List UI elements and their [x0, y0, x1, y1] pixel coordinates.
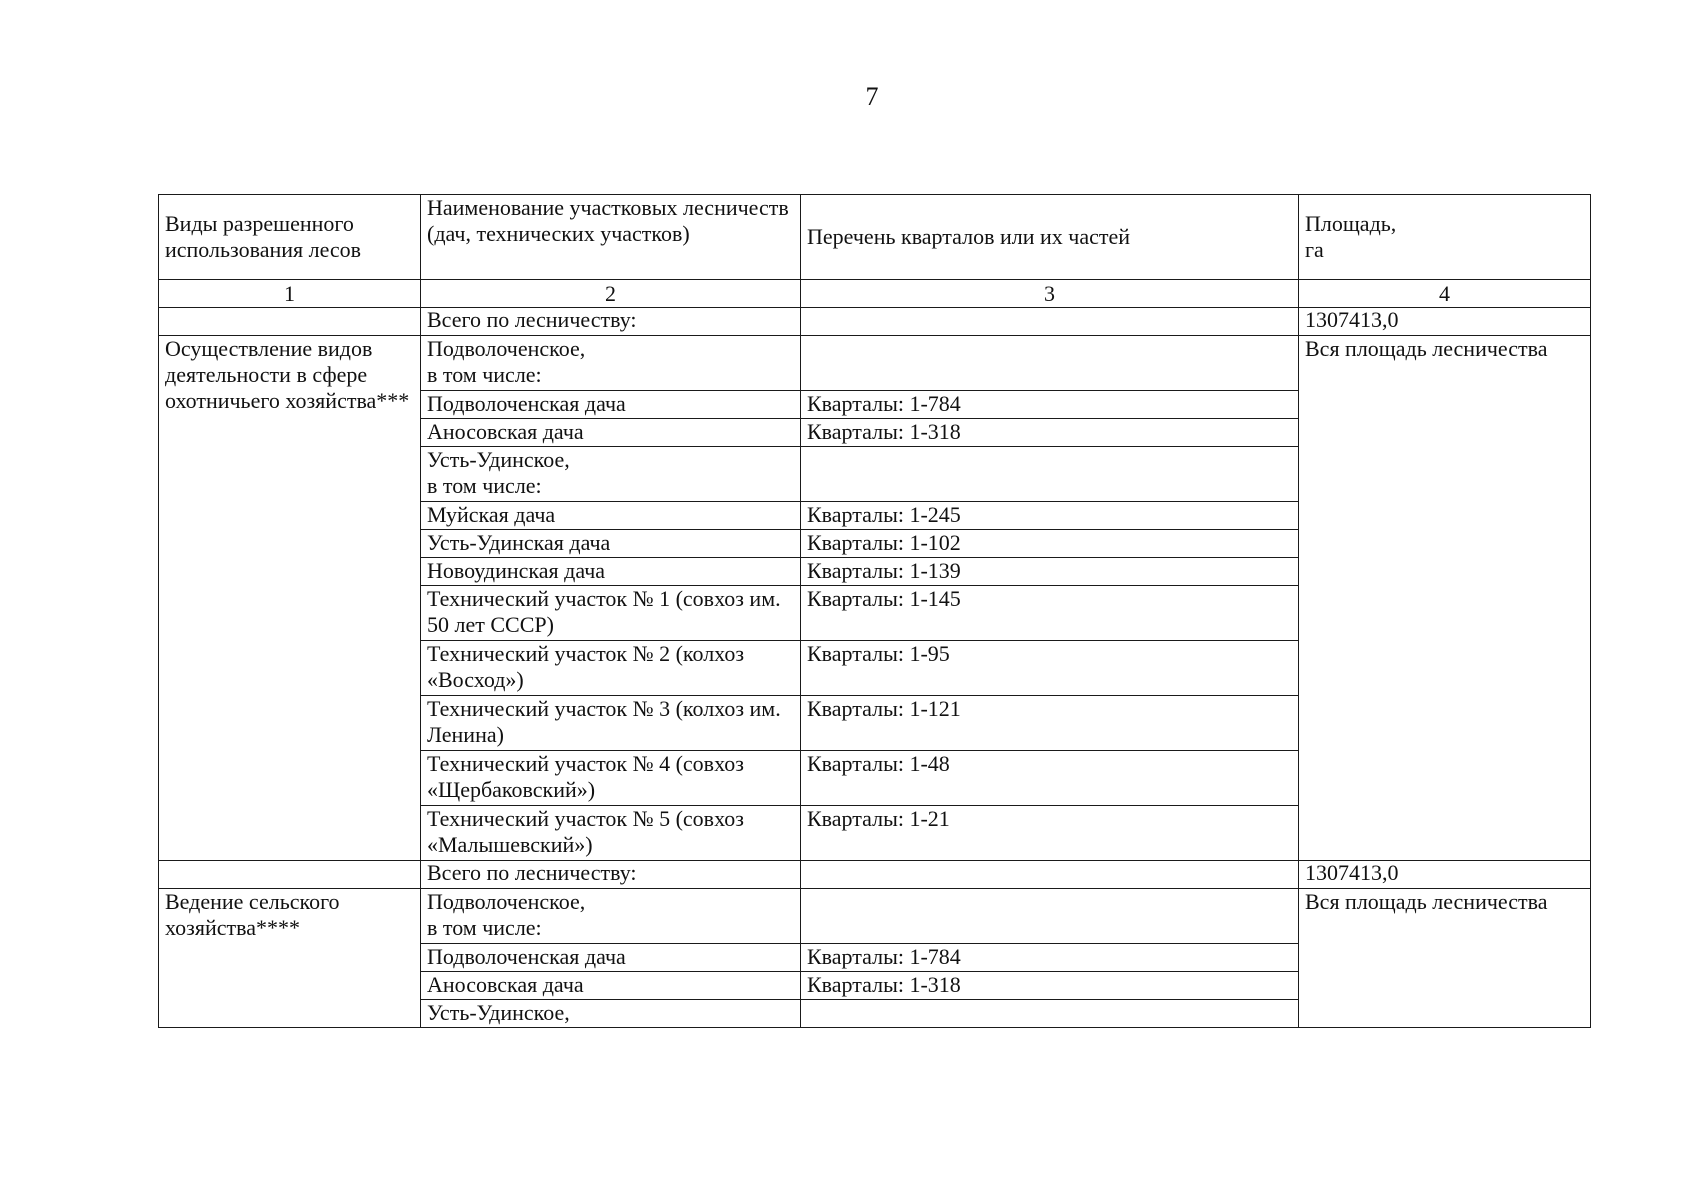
column-number: 1 — [159, 280, 421, 308]
forestry-name-cell: Усть-Удинская дача — [421, 530, 801, 558]
total-empty-cell — [159, 308, 421, 336]
total-row — [159, 861, 1591, 889]
total-area-value: 1307413,0 — [1299, 308, 1591, 336]
forestry-name-cell: Технический участок № 1 (совхоз им. 50 лет СССР) — [421, 586, 801, 641]
quarters-cell: Кварталы: 1-48 — [801, 751, 1299, 806]
header-use-type: Виды разрешенного использования лесов — [159, 195, 421, 280]
total-empty-cell — [159, 861, 421, 889]
column-number-row — [159, 280, 1591, 308]
table-row — [159, 889, 1591, 944]
table-header-row — [159, 195, 1591, 280]
header-quarters: Перечень кварталов или их частей — [801, 195, 1299, 280]
quarters-cell: Кварталы: 1-139 — [801, 558, 1299, 586]
total-quarters-empty — [801, 861, 1299, 889]
forestry-name-cell: Подволоченское, в том числе: — [421, 889, 801, 944]
forestry-name-cell: Усть-Удинское, — [421, 1000, 801, 1028]
forestry-name-cell: Технический участок № 4 (совхоз «Щербаковский») — [421, 751, 801, 806]
header-area-label: Площадь, — [1305, 211, 1397, 236]
quarters-cell: Кварталы: 1-245 — [801, 502, 1299, 530]
forest-use-table — [158, 194, 1591, 1028]
area-note-cell: Вся площадь лесничества — [1299, 889, 1591, 1028]
total-quarters-empty — [801, 308, 1299, 336]
header-area-unit: га — [1305, 237, 1324, 262]
quarters-cell: Кварталы: 1-784 — [801, 944, 1299, 972]
forestry-name-cell: Усть-Удинское, в том числе: — [421, 447, 801, 502]
header-area — [1299, 195, 1591, 280]
page-number: 7 — [865, 82, 879, 111]
forestry-name-cell: Муйская дача — [421, 502, 801, 530]
quarters-cell — [801, 336, 1299, 391]
area-note-cell: Вся площадь лесничества — [1299, 336, 1591, 861]
quarters-cell — [801, 1000, 1299, 1028]
quarters-cell — [801, 447, 1299, 502]
forestry-name-cell: Подволоченская дача — [421, 391, 801, 419]
forestry-name-cell: Технический участок № 2 (колхоз «Восход») — [421, 641, 801, 696]
forestry-name-cell: Подволоченское, в том числе: — [421, 336, 801, 391]
table-row — [159, 336, 1591, 391]
use-type-cell: Ведение сельского хозяйства**** — [159, 889, 421, 1028]
total-row — [159, 308, 1591, 336]
column-number: 4 — [1299, 280, 1591, 308]
quarters-cell: Кварталы: 1-21 — [801, 806, 1299, 861]
quarters-cell: Кварталы: 1-145 — [801, 586, 1299, 641]
column-number: 2 — [421, 280, 801, 308]
quarters-cell: Кварталы: 1-102 — [801, 530, 1299, 558]
quarters-cell — [801, 889, 1299, 944]
total-label: Всего по лесничеству: — [421, 861, 801, 889]
quarters-cell: Кварталы: 1-318 — [801, 419, 1299, 447]
quarters-cell: Кварталы: 1-95 — [801, 641, 1299, 696]
total-label: Всего по лесничеству: — [421, 308, 801, 336]
forestry-name-cell: Аносовская дача — [421, 972, 801, 1000]
forestry-name-cell: Технический участок № 3 (колхоз им. Ленина) — [421, 696, 801, 751]
quarters-cell: Кварталы: 1-318 — [801, 972, 1299, 1000]
total-area-value: 1307413,0 — [1299, 861, 1591, 889]
forestry-name-cell: Новоудинская дача — [421, 558, 801, 586]
use-type-cell: Осуществление видов деятельности в сфере охотничьего хозяйства*** — [159, 336, 421, 861]
table-sections — [159, 308, 1591, 1028]
column-number: 3 — [801, 280, 1299, 308]
forestry-name-cell: Подволоченская дача — [421, 944, 801, 972]
header-forestry-name: Наименование участковых лесничеств (дач, технических участков) — [421, 195, 801, 280]
forestry-name-cell: Аносовская дача — [421, 419, 801, 447]
quarters-cell: Кварталы: 1-121 — [801, 696, 1299, 751]
quarters-cell: Кварталы: 1-784 — [801, 391, 1299, 419]
forestry-name-cell: Технический участок № 5 (совхоз «Малышевский») — [421, 806, 801, 861]
